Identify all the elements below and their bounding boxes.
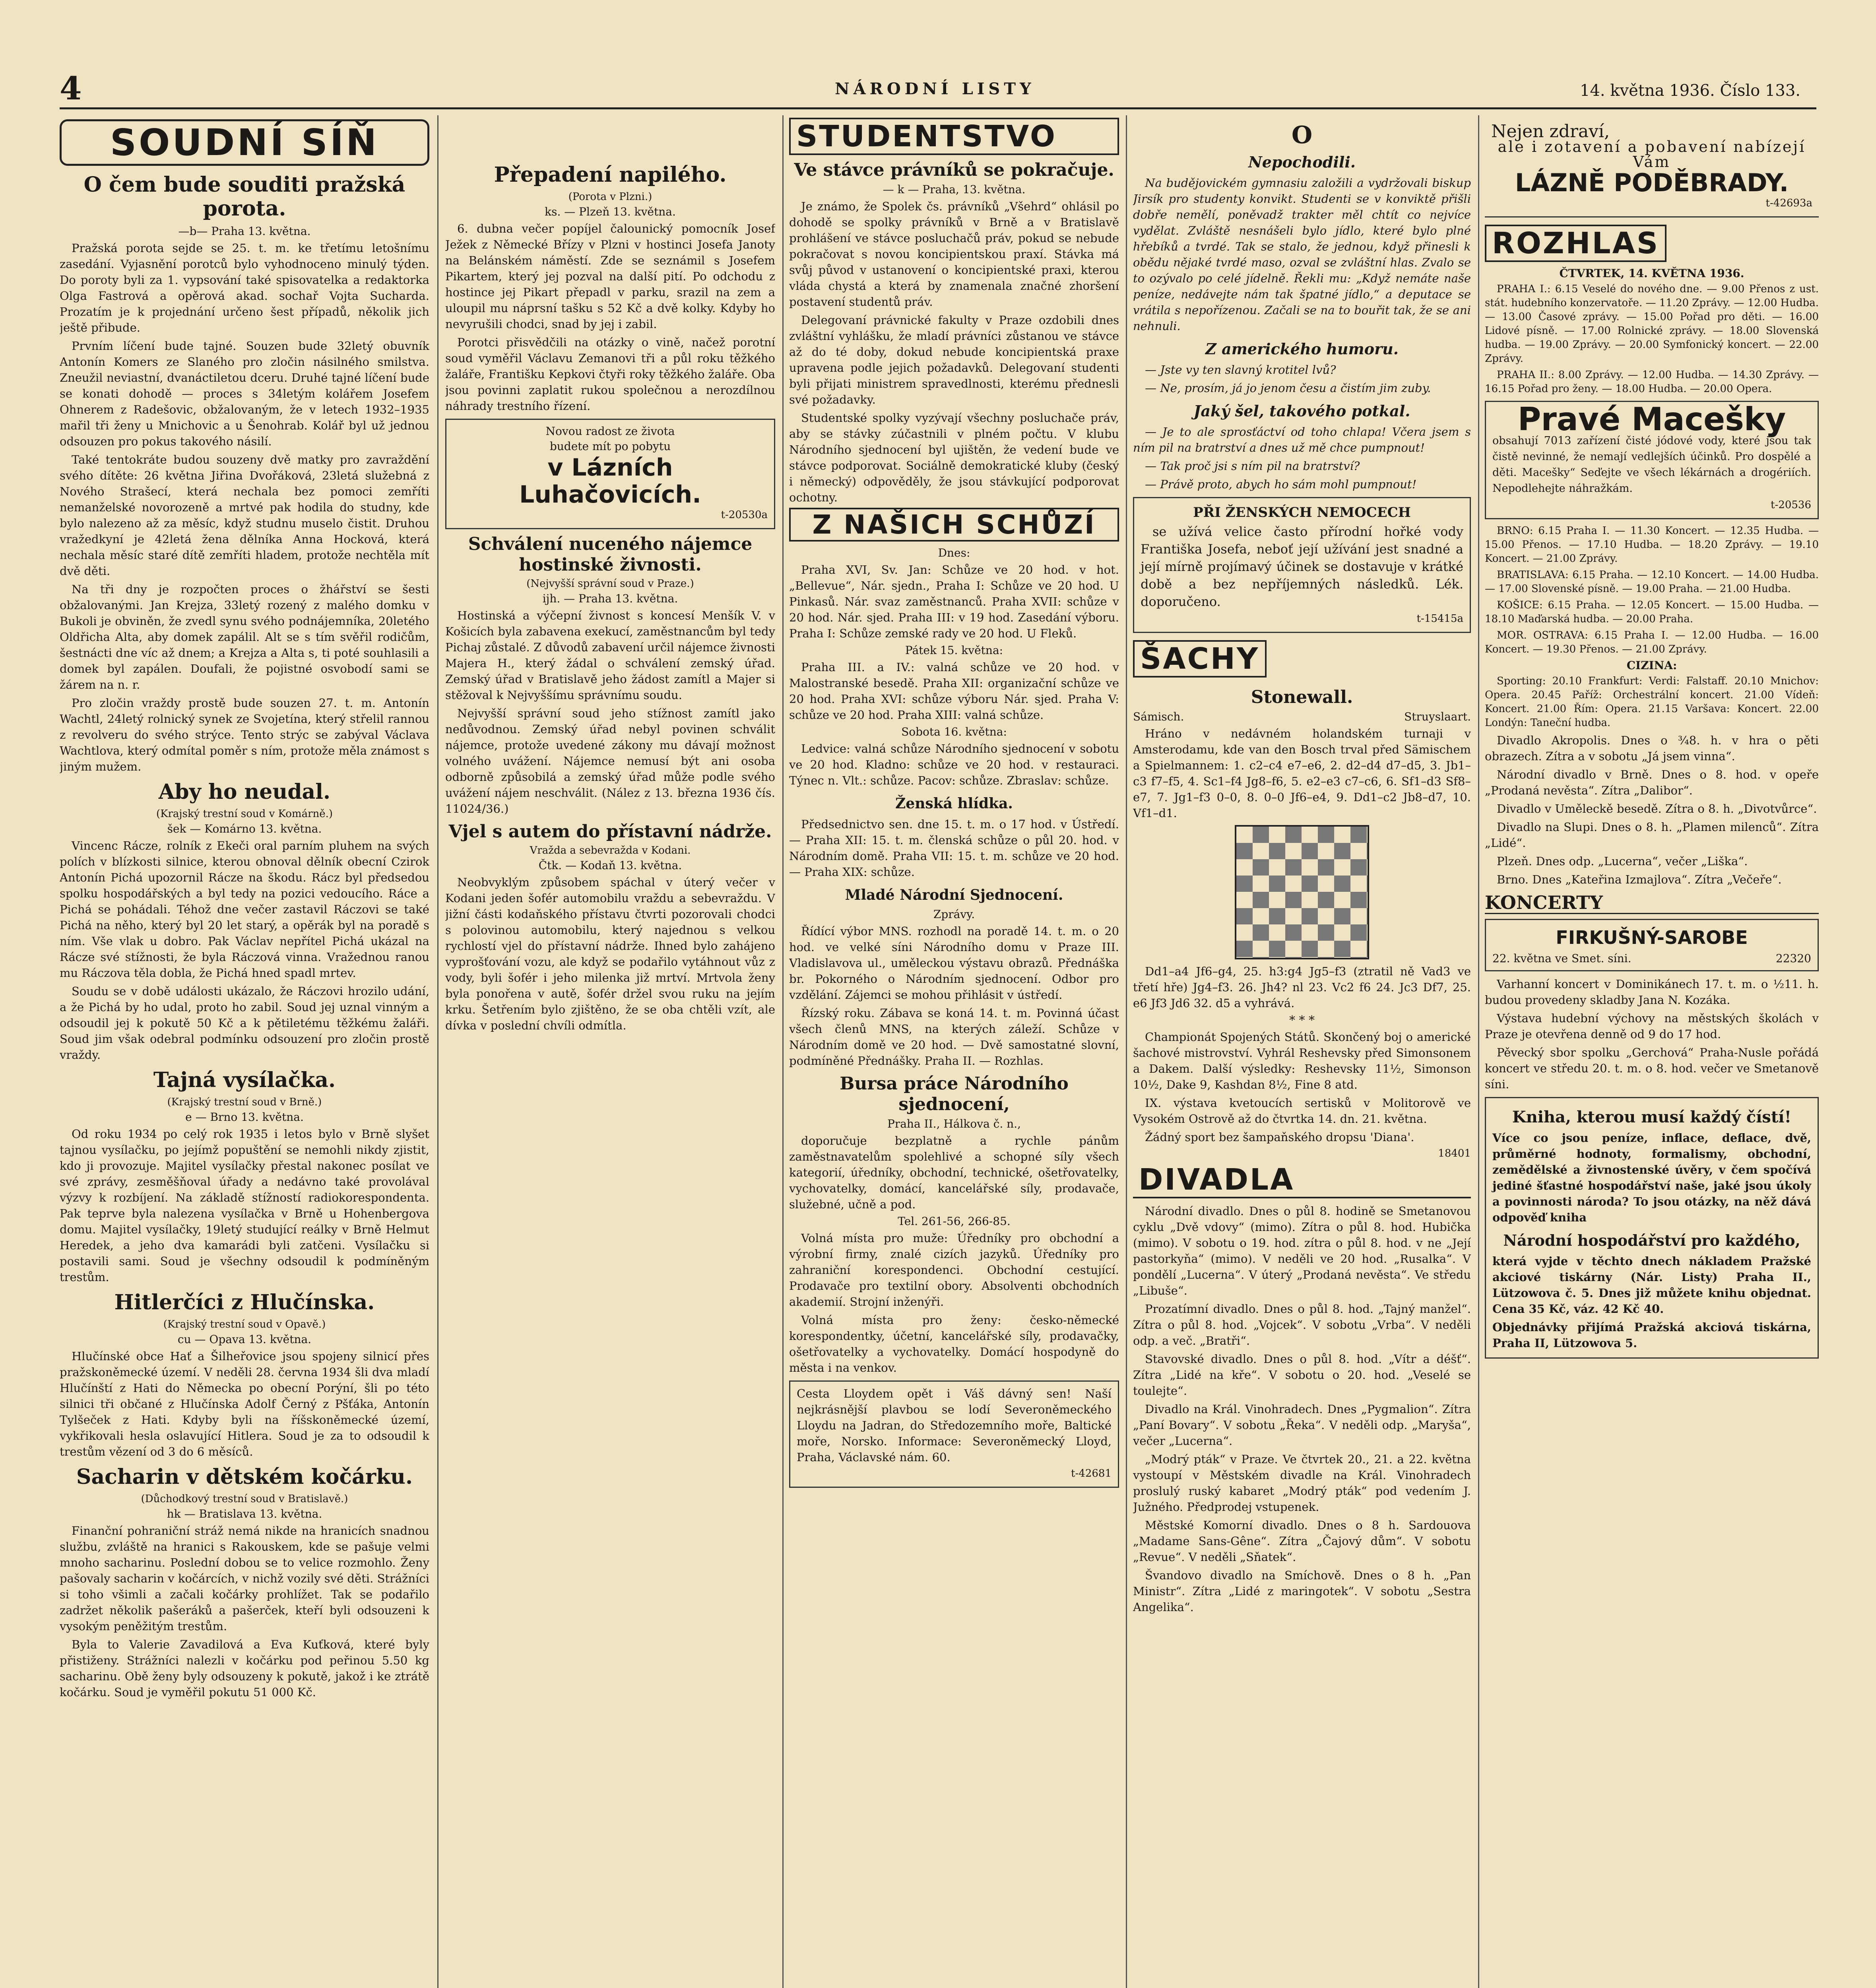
dialogue-line: — Tak proč jsi s ním pil na bratrství? [1145, 459, 1360, 473]
ad-code: t-42681 [1071, 1468, 1112, 1479]
ad-code: 18401 [1438, 1147, 1471, 1159]
article-subtitle: (Krajský trestní soud v Brně.) [167, 1096, 322, 1108]
article-paragraph: Vincenc Rácze, rolník z Ekeči oral parním pluhem na svých polích v blízkosti silnice, kterou obnoval dělník obecní Czirok Antonín Pichá upozornil Rácze na škodu. Rácz byl předsedou spolku hospodářských a byl tedy na pozici vedoucího. Ráce a Pichá se pohádali. Téhož dne večer zastavil Ráczovi se také Pichá na něho, který byl 20 let starý, a opěrák byl na poradě s ním. Vše vlak u dobro. Pak Václav nepřítel Pichá ukázal na Rácze své stížnosti, že byla Ráczová vinna. Vražednou ranou mu Ráczova těla dobla, že Pichá hned spadl mrtev. [60, 839, 429, 980]
column-5 [1485, 115, 1819, 1988]
theatre-notice: Divadlo na Slupi. Dnes o 8. h. „Plamen milenců“. Zítra „Lidé“. [1485, 820, 1819, 850]
ad-text: která vyjde v těchto dnech nákladem Pražské akciové tiskárny (Nár. Listy) Praha II., Lützowova č. 5. Dnes již můžete knihu objednat. Cena 35 Kč, váz. 42 Kč 40. [1492, 1254, 1811, 1316]
radio-foreign-head: CIZINA: [1626, 659, 1677, 672]
article-title: Hitlerčíci z Hlučínska. [114, 1290, 375, 1314]
article-subtitle: (Důchodkový trestní soud v Bratislavě.) [141, 1493, 348, 1505]
article-paragraph: Pražská porota sejde se 25. t. m. ke třetímu letošnímu zasedání. Vyjasnění porotců bylo vyhodnoceno minulý týden. Do poroty byli za 1. vypsování také spisovatelka a redaktorka Olga Fastrová a opěrová akad. sochař Vojta Sucharda. Prozatím je k projednání určeno šest případů, několik jich ještě přibude. [60, 241, 429, 334]
player-white: Sámisch. [1133, 710, 1184, 723]
theatre-notice: Divadlo Akropolis. Dnes o ¾8. h. v hra o pěti obrazech. Zítra a v sobotu „Já jsem vinna“. [1485, 734, 1819, 763]
article-paragraph: Divadlo na Král. Vinohradech. Dnes „Pygmalion“. Zítra „Paní Bovary“. V sobotu „Řeka“. V neděli odp. „Maryša“, večer „Lucerna“. [1133, 1402, 1471, 1448]
column-divider [1126, 115, 1127, 1988]
dateline: ks. — Plzeň 13. května. [545, 205, 676, 218]
ad-line: Novou radost ze života [545, 425, 675, 438]
article-title: Bursa práce Národního sjednocení, [840, 1074, 1069, 1114]
article-paragraph: Národní divadlo. Dnes o půl 8. hodině se Smetanovou cyklu „Dvě vdovy“ (mimo). Zítra o půl 8. hod. Hubička (mimo). V sobotu o 19. hod. zítra o půl 8. hod. v ne „Její pastorkyňa“ (mimo). V neděli ve 20 hod. „Rusalka“. V pondělí „Lucerna“. V úterý „Prodaná nevěsta“. Ve středu „Libuše“. [1133, 1204, 1471, 1297]
column-4 [1133, 115, 1471, 1988]
article-title: Tajná vysílačka. [153, 1068, 336, 1092]
article-paragraph: Praha XVI, Sv. Jan: Schůze ve 20 hod. v hot. „Bellevue“, Nár. sjedn., Praha I: Schůze ve 20 hod. U Pinkasů. Nár. svaz zaměstnanců. Praha XVII: schůze v 20 hod. Nár. sjed. Praha III: v 19 hod. Zasedání výboru. Praha I: Schůze zemské rady ve 20 hod. U Fleků. [789, 563, 1119, 640]
article-paragraph: Volná místa pro muže: Úředníky pro obchodní a výrobní firmy, znalé cizích jazyků. Úředníky pro zahraniční korespondenci. Obchodní cestující. Prodavače pro textilní obory. Absolventi obchodních akademií. Strojní inženýři. [789, 1231, 1119, 1309]
article-paragraph: Soudu se v době události ukázalo, že Ráczovi hrozilo udání, a že Pichá by ho udal, proto ho zabil. Soud jej uznal vinným a odsoudil jej k pokutě 50 Kč a k pětiletému těžkému žaláři. Soud jim však odebral podmínku odsouzení pro zločin prostě vraždy. [60, 984, 429, 1062]
article-paragraph: IX. výstava kvetoucích sertisků v Molitorově ve Vysokém Ostrově až do čtvrtka 14. dn. 21. května. [1133, 1096, 1471, 1126]
article-subtitle: (Porota v Plzni.) [568, 191, 652, 203]
subsection-title: Mladé Národní Sjednocení. [845, 887, 1063, 903]
player-black: Struyslaart. [1404, 710, 1471, 723]
ad-luhacovice [445, 419, 775, 529]
radio-listing: MOR. OSTRAVA: 6.15 Praha I. — 12.00 Hudba. — 16.00 Koncert. — 19.30 Přenos. — 21.00 Zprávy. [1485, 629, 1819, 655]
article-paragraph: Praha III. a IV.: valná schůze ve 20 hod. v Malostranské besedě. Praha XII: organizační schůze ve 20 hod. Praha XVI: schůze výboru Nár. sjed. Praha V: schůze ve 20 hod. Praha XIII: valná schůze. [789, 660, 1119, 722]
section-z-nasich-schuzi: Z NAŠICH SCHŮZÍ [789, 508, 1119, 542]
article-paragraph: Hráno v nedávném holandském turnaji v Amsterodamu, kde van den Bosch trval před Sämischem a Spielmannem: 1. c2–c4 e7–e6, 2. d2–d4 d7–d5, 3. Jb1–c3 f7–f5, 4. Sc1–f4 Jg8–f6, 5. e2–e3 c7–c6, 6. Sf1–d3 Sf8–e7, 7. Jg1–f3 0–0, 8. 0–0 Jf6–e4, 9. Dd1–c2 Jb8–d7, 10. Vf1–d1. [1133, 727, 1471, 820]
radio-listing: BRATISLAVA: 6.15 Praha. — 12.10 Koncert. — 14.00 Hudba. — 17.00 Slovenské písně. — 19.00 Praha. — 21.00 Hudba. [1485, 569, 1819, 595]
article-subtitle: Vražda a sebevražda v Kodani. [530, 845, 691, 856]
masthead-paper-name: NÁRODNÍ LISTY [835, 80, 1035, 98]
dateline: šek — Komárno 13. května. [167, 822, 322, 835]
ad-text: Cesta Lloydem opět i Váš dávný sen! Naší nejkrásnější plavbou se lodí Severoněmeckého Lloydu na Jadran, do Středozemního moře, Baltické moře, Norsko. Informace: Severoněmecký Lloyd, Praha, Václavské nám. 60. [797, 1387, 1112, 1464]
article-paragraph: Prvním líčení bude tajné. Souzen bude 32letý obuvník Antonín Komers ze Slaného pro zločin násilného smilstva. Zneužil neviastní, dvanáctiletou dceru. Druhé tajné líčení bude se konati dohodě — proces s 34letým kolářem Josefem Ohnerem z Radešovic, obžalovaným, že v letech 1932–1935 mařil tři ženy u Mnichovic a u Šenohrab. Kolář byl už jednou odsouzen pro pokus takového násilí. [60, 339, 429, 448]
article-paragraph: Porotci přisvědčili na otázky o vině, načež porotní soud vyměřil Václavu Zemanovi tři a půl roku těžkého žaláře, Františku Kepkovi čtyři roky těžkého žaláře. Oba jsou povinni zaplatit rukou společnou a nerozdílnou náhrady trestního řízení. [445, 336, 775, 413]
concert-date-row [1492, 951, 1811, 966]
article-paragraph: Prozatímní divadlo. Dnes o půl 8. hod. „Tajný manžel“. Zítra o půl 8. hod. „Vojcek“. V sobotu „Vrba“. V neděli odp. a več. „Bratři“. [1133, 1302, 1471, 1347]
article-paragraph: Na budějovickém gymnasiu založili a vydržovali biskup Jirsík pro studenty konvikt. Studenti se v konviktě přišli dobře nemělí, poněvadž trakter měl chtít co nejvíce vydělat. Zvláště nesnášeli bylo jídlo, které bylo plné hřebíků a tvrdé. Tak se stalo, že jednou, když přinesli k obědu nějaké tvrdé maso, ozval se zvláštní hlas. Zvalo se to ozývalo po celé jídelně. Řekli mu: „Když nemáte naše peníze, nedávejte nám tak špatné jídlo,“ a deputace se vrátila s nepořízenou. Začali se na to bouřit tak, že se ani nehnuli. [1133, 176, 1471, 333]
dialogue-line: — Právě proto, abych ho sám mohl pumpnout! [1145, 478, 1417, 491]
section-studentstvo: STUDENTSTVO [789, 118, 1119, 155]
section-divadla: DIVADLA [1133, 1163, 1471, 1198]
ad-lead: PŘI ŽENSKÝCH NEMOCECH [1193, 505, 1411, 520]
article-paragraph: Městské Komorní divadlo. Dnes o 8 h. Sardouova „Madame Sans-Gêne“. Zítra „Čajový dům“. V sobotu „Revue“. V neděli „Sňatek“. [1133, 1518, 1471, 1564]
concert-notice: Pěvecký sbor spolku „Gerchová“ Praha-Nusle pořádá koncert ve středu 20. t. m. o 8. hod. večer ve Smetanově síni. [1485, 1046, 1819, 1091]
telephone: Tel. 261-56, 266-85. [898, 1215, 1011, 1228]
ad-headline: Pravé Macešky [1517, 401, 1786, 438]
article-paragraph: Řídící výbor MNS. rozhodl na poradě 14. t. m. o 20 hod. ve velké síni Národního domu v Praze III. Vladislavova ul., uměleckou výstavu obrazů. Přednáška br. Pokorného o Národním sjednocení. Odbor pro vzdělání. Zájemci se mohou přihlásit v ústředí. [789, 924, 1119, 1002]
ad-code: t-15415a [1416, 613, 1463, 625]
ad-prave-macesky [1485, 401, 1819, 519]
article-paragraph: Na tři dny je rozpočten proces o žhářství se šesti obžalovanými. Jan Krejza, 33letý rozený z malého domku v Bukoli je obviněn, že zvedl synu svého podnájemníka, 20letého Oldřicha Alta, aby domek zapálil. Alt se s tím svěřil rodičům, šestnácti dne víc až dnem; a Krejza a Alta s, ti poté souhlasili a domek byl zapálen. Doufali, že pojistné osvobodí sami se žárem na n. r. [60, 582, 429, 691]
article-title: Z amerického humoru. [1205, 340, 1399, 358]
ad-code: t-42693a [1765, 197, 1812, 209]
concert-notice: Výstava hudební výchovy na městských školách v Praze je otevřena denně od 9 do 17 hod. [1485, 1011, 1819, 1041]
article-paragraph: 6. dubna večer popíjel čalounický pomocník Josef Ježek z Německé Břízy v Plzni v hostinci Josefa Janoty na Belánském náměstí. Zde se seznámil s Josefem Pikartem, který jej pozval na další pití. Po odchodu z hostince jej Pikart přepadl v parku, srazil na zem a uloupil mu náprsní tašku s 52 Kč a dvě kolky. Kdyby ho nevyrušili chodci, snad by jej i zabil. [445, 222, 775, 331]
ad-code: t-20536 [1771, 499, 1811, 511]
ad-headline: FIRKUŠNÝ-SAROBE [1556, 927, 1748, 948]
dateline: — k — Praha, 13. května. [883, 183, 1026, 196]
dateline: ijh. — Praha 13. května. [542, 592, 678, 605]
ad-text: Více co jsou peníze, inflace, deflace, dvě, průměrné hodnoty, formalismy, obchodní, zemědělské a živnostenské úvěry, v čem spočívá jediné šťastné hospodářství naše, jaké jsou úkoly a povinnosti národa? To jsou otázky, na něž dává odpověď kniha [1492, 1131, 1811, 1224]
dialogue-line: — Jste vy ten slavný krotitel lvů? [1145, 363, 1336, 377]
article-paragraph: Stavovské divadlo. Dnes o půl 8. hod. „Vítr a déšť“. Zítra „Lidé na kře“. V sobotu o 20. hod. „Veselé se toulejte“. [1133, 1352, 1471, 1398]
concert-notice: Varhanní koncert v Dominikánech 17. t. m. o ½11. h. budou provedeny skladby Jana N. Kozáka. [1485, 977, 1819, 1007]
subhead: Pátek 15. května: [905, 644, 1003, 657]
header-rule [60, 107, 1816, 109]
article-title: O čem bude souditi pražská porota. [83, 173, 405, 221]
radio-listing: PRAHA II.: 8.00 Zprávy. — 12.00 Hudba. — 14.30 Zprávy. — 16.15 Pořad pro ženy. — 18.00 Hudba. — 20.00 Opera. [1485, 369, 1819, 395]
masthead-date-issue: 14. května 1936. Číslo 133. [1579, 82, 1800, 100]
article-title: Aby ho neudal. [158, 780, 331, 804]
ad-line: ale i zotavení a pobavení nabízejí Vám [1498, 138, 1806, 171]
separator-stars: * * * [1289, 1013, 1315, 1027]
dateline: hk — Bratislava 13. května. [167, 1507, 322, 1520]
ad-headline: LÁZNĚ PODĚBRADY. [1515, 168, 1789, 197]
section-soudni-sin: SOUDNÍ SÍŇ [60, 119, 429, 166]
article-paragraph: Je známo, že Spolek čs. právníků „Všehrd“ ohlásil po dohodě se spolky právníků v Brně a v Bratislavě prohlášení ve stávce posluchačů práv, pokud se nebude pokračovat s novou koncipientskou praxí. Stávka má svůj původ v ustanovení o koncipientské praxi, kterou vláda chystá a která by znamenala značné zhoršení postavení studentů práv. [789, 200, 1119, 309]
column-divider [782, 115, 784, 1988]
subhead: Zprávy. [933, 908, 975, 921]
dateline: e — Brno 13. května. [185, 1110, 304, 1124]
article-paragraph: Finanční pohraniční stráž nemá nikde na hranicích snadnou službu, zvláště na hranici s Rakouskem, kde se pašuje velmi mnoho sacharinu. Poslední dobou se to velice rozmohlo. Ženy pašovaly sacharin v kočárcích, v nichž vozily své děti. Strážníci si toho všimli a začali kočárky prohlížet. Tak se podařilo zadržet několik pašeráků a pašerček, kteří byli odsouzeni k vysokým peněžitým trestům. [60, 1524, 429, 1633]
article-paragraph: Hlučínské obce Hať a Šilheřovice jsou spojeny silnicí přes pražskoněmecké území. V neděli 28. června 1934 šli dva mladí Hlučínští z Hati do Německa po obecní Porýní, šli po této silnici tři občané z Hlučínska Adolf Černý z Pšťáka, Antonín Tylšeček z Hati. Kdyby byli na říšskoněmecké území, vykřikovali hesla oslavující Hitlera. Soud je za to odsoudil k trestům vězení od 3 do 6 měsíců. [60, 1349, 429, 1458]
article-title: Ve stávce právníků se pokračuje. [794, 160, 1114, 180]
article-paragraph: Hostinská a výčepní živnost s koncesí Menšík V. v Košicích byla zabavena exekucí, zaměstnancům byl tedy Pichaj zůstalé. Z důvodů zabavení určil nájemce živnosti Majera H., který žádal o schválení zemský úřad. Zemský úřad v Bratislavě jeho žádost zamítl a Majer si stěžoval k Nejvyššímu správnímu soudu. [445, 609, 775, 702]
article-paragraph: Ledvice: valná schůze Národního sjednocení v sobotu ve 20 hod. Kladno: schůze ve 20 hod. v restauraci. Týnec n. Vlt.: schůze. Pacov: schůze. Zbraslav: schůze. [789, 742, 1119, 787]
dateline: Čtk. — Kodaň 13. května. [538, 859, 682, 872]
chess-board-diagram [1235, 825, 1369, 959]
article-paragraph: Švandovo divadlo na Smíchově. Dnes o 8 h. „Pan Ministr“. Zítra „Lidé z maringotek“. V sobotu „Sestra Angelika“. [1133, 1569, 1471, 1614]
article-title: Jaký šel, takového potkal. [1193, 402, 1410, 420]
theatre-notice: Brno. Dnes „Kateřina Izmajlova“. Zítra „Večeře“. [1497, 873, 1782, 886]
ad-frantisek-josef-water [1133, 497, 1471, 633]
column-divider [1478, 115, 1479, 1988]
dateline: —b— Praha 13. května. [178, 225, 311, 238]
article-paragraph: doporučuje bezplatně a rychle pánům zaměstnavatelům spolehlivé a schopné síly všech kategorií, úředníky, obchodní, technické, ošetřovatelky, vychovatelky, domácí, kancelářské síly, prodavače, služebné, učně a pod. [789, 1134, 1119, 1211]
section-koncerty: KONCERTY [1485, 892, 1819, 914]
article-subtitle: (Krajský trestní soud v Komárně.) [156, 808, 333, 820]
article-paragraph: Delegovaní právnické fakulty v Praze ozdobili dnes zvláštní vyhlášku, že mladí právníci zůstanou ve stávce až do té doby, dokud nebude koncipientská praxe upravena podle jejich požadavků. Delegovaní studenti byli přijati ministrem spravedlnosti, kterému přednesli své požadavky. [789, 313, 1119, 406]
ad-headline: v Lázních Luhačovicích. [519, 454, 701, 509]
article-title: O [1291, 121, 1313, 149]
dialogue-line: — Ne, prosím, já jo jenom česu a čistím jim zuby. [1145, 381, 1431, 395]
ad-text: obsahují 7013 zařízení čisté jódové vody, které jsou tak čistě nevinné, že nemají vedlejších účinků. Pro dospělé a děti. Macešky“ Seďejte ve všech lékárnách a drogériích. Nepodlehejte náhražkám. [1492, 435, 1811, 495]
players [1133, 710, 1471, 726]
theatre-notice: Plzeň. Dnes odp. „Lucerna“, večer „Liška“. [1497, 854, 1748, 868]
article-title: Stonewall. [1251, 687, 1353, 707]
ad-book [1485, 1097, 1819, 1359]
book-title: Národní hospodářství pro každého, [1503, 1231, 1800, 1249]
article-paragraph: Předsednictvo sen. dne 15. t. m. o 17 hod. v Ústředí. — Praha XII: 15. t. m. členská schůze o půl 20. hod. v Národním domě. Praha VII: 15. t. m. schůze ve 20 hod. — Praha XIX: schůze. [789, 817, 1119, 879]
article-paragraph: Neobvyklým způsobem spáchal v úterý večer v Kodani jeden šofér automobilu vraždu a sebevraždu. V jižní části kodaňského přístavu čtvrti pozorovali chodci s polovinou automobilu, který najednou s velkou rychlostí vjel do přístavní nádrže. Ihned bylo zahájeno vyprošťování vozu, ale když se podařilo vytáhnout vůz z vody, byli šofér i jeho milenka již mrtví. Mrtvola ženy byla ponořena v autě, šofér držel svou ruku na jejím krku. Šetřením bylo zjištěno, že se oba chtěli vzít, ale dívka v poslední chvíli odmítla. [445, 876, 775, 1032]
ad-code: t-20530a [721, 509, 768, 521]
article-paragraph: Byla to Valerie Zavadilová a Eva Kuťková, které byly přistiženy. Strážníci nalezli v kočárku pod peřinou 5.50 kg sacharinu. Obě ženy byly odsouzeny k pokutě, jakož i ke ztrátě kočárku. Soud je vyměřil pokutu 51 000 Kč. [60, 1638, 429, 1699]
article-subtitle: Nepochodili. [1248, 153, 1356, 171]
article-paragraph: Dd1–a4 Jf6–g4, 25. h3:g4 Jg5–f3 (ztratil ně Vad3 ve třetí hře) Jg4–f3. 26. Jh4? nl 23. Vc2 f6 24. Jc3 Df7, 25. e6 Jf3 Jd6 32. d5 a vyhrává. [1133, 965, 1471, 1010]
radio-listing: Sporting: 20.10 Frankfurt: Verdi: Falstaff. 20.10 Mnichov: Opera. 20.45 Paříž: Orchestrální koncert. 21.00 Vídeň: Koncert. 21.00 Řím: Opera. 21.15 Varšava: Koncert. 22.00 Londýn: Taneční hudba. [1485, 675, 1819, 729]
section-rozhlas: ROZHLAS [1485, 225, 1666, 262]
dialogue-line: — Je to ale sprosťáctví od toho chlapa! Včera jsem s ním pil na bratrství a dnes už mě chce pumpnout! [1133, 425, 1471, 454]
article-title: Přepadení napilého. [494, 163, 727, 187]
ad-text: Objednávky přijímá Pražská akciová tiskárna, Praha II, Lützowova 5. [1492, 1320, 1811, 1350]
ad-headline: Kniha, kterou musí každý čístí! [1512, 1108, 1792, 1126]
article-title: Sacharin v dětském kočárku. [76, 1465, 413, 1489]
theatre-notice: Národní divadlo v Brně. Dnes o 8. hod. v opeře „Prodaná nevěsta“. Zítra „Dalibor“. [1485, 768, 1819, 797]
dateline: cu — Opava 13. května. [177, 1333, 312, 1346]
theatre-notice: Divadlo v Uměleckě besedě. Zítra o 8. h. „Divotvůrce“. [1497, 802, 1817, 815]
article-title: Vjel s autem do přístavní nádrže. [448, 821, 772, 842]
radio-listing: BRNO: 6.15 Praha I. — 11.30 Koncert. — 12.35 Hudba. — 15.00 Přenos. — 17.10 Hudba. — 18.20 Zprávy. — 19.10 Koncert. — 21.00 Zprávy. [1485, 525, 1819, 565]
subhead: Sobota 16. května: [901, 725, 1007, 738]
subsection-title: Ženská hlídka. [895, 795, 1013, 812]
column-divider [437, 115, 438, 1988]
radio-listing: KOŠICE: 6.15 Praha. — 12.05 Koncert. — 15.00 Hudba. — 18.10 Maďarská hudba. — 20.00 Praha. [1485, 599, 1819, 625]
radio-day: ČTVRTEK, 14. KVĚTNA 1936. [1559, 267, 1744, 280]
column-3 [789, 115, 1119, 1988]
article-paragraph: Od roku 1934 po celý rok 1935 i letos bylo v Brně slyšet tajnou vysílačku, po jejímž popuštění se nemohli nikdy zjistit, kdo ji provozuje. Majitel vysílačky přestal nakonec posílat ve své zprávy, zesměšňoval úřady a nedávno také provolával výzvy k rozbíjení. Na základě stížností radiokorespondenta. Pak teprve byla nalezena vysílačka v Brně u Hohenbergova domu. Majitel vysílačky, 19letý studující reálky v Brně Helmut Heredek, a jeho dva kamarádi byli zatčeni. Vysílačku si postavili sami. Soud je všechny odsoudil k podmíněným trestům. [60, 1127, 429, 1284]
article-paragraph: Řízský roku. Zábava se koná 14. t. m. Povinná účast všech členů MNS, na kterých záleží. Schůze v Národním domě ve 20 hod. — Dvě samostatné slovní, podmíněné Přednášky. Praha II. — Rozhlas. [789, 1006, 1119, 1068]
ad-line: Nejen zdraví, [1491, 121, 1610, 142]
ad-podebrady [1485, 120, 1819, 217]
concert-date: 22. května ve Smet. síni. [1492, 952, 1632, 965]
article-paragraph: „Modrý pták“ v Praze. Ve čtvrtek 20., 21. a 22. května vystoupí v Městském divadle na Král. Vinohradech proslulý ruský kabaret „Modrý pták“ pod vedením J. Južného. Předprodej vstupenek. [1133, 1452, 1471, 1514]
article-paragraph: Volná místa pro ženy: česko-německé korespondentky, účetní, kancelářské síly, prodavačky, ošetřovatelky a vychovatelky. Domácí hospodyně do města i na venkov. [789, 1313, 1119, 1375]
section-sachy: ŠACHY [1133, 640, 1267, 678]
column-2 [445, 115, 775, 1988]
article-paragraph: Žádný sport bez šampaňského dropsu 'Diana'. [1145, 1130, 1414, 1144]
subhead: Dnes: [938, 546, 970, 559]
article-paragraph: Studentské spolky vyzývají všechny posluchače práv, aby se stávky zúčastnili v plném počtu. V klubu Národního sjednocení byl ujištěn, že vedení bude ve stávce podporovat. Sociálně demokratické kluby (český i německý) odpověděly, že jsou stávkující podporovat ochotny. [789, 411, 1119, 504]
address: Praha II., Hálkova č. n., [887, 1117, 1021, 1130]
ad-firkusny [1485, 919, 1819, 971]
article-subtitle: (Krajský trestní soud v Opavě.) [163, 1318, 326, 1330]
ad-lloyd [789, 1380, 1119, 1488]
article-paragraph: Championát Spojených Států. Skončený boj o americké šachové mistrovství. Vyhrál Reshevsky před Simonsonem a Dakem. Další výsledky: Reshevsky 11½, Simonson 10½, Dake 9, Kashdan 8½, Fine 8 atd. [1133, 1030, 1471, 1091]
article-paragraph: Nejvyšší správní soud jeho stížnost zamítl jako nedůvodnou. Zemský úřad nebyl povinen schválit nájemce, protože uvedené zákony mu dávají možnost volného uvážení. Nájemce nemusí být ani osoba odborně způsobilá a zemský úřad může podle svého uvážení nájem neschválit. (Nález z 13. března 1936 čís. 11024/36.) [445, 707, 775, 815]
article-subtitle: (Nejvyšší správní soud v Praze.) [526, 578, 694, 590]
radio-listing: PRAHA I.: 6.15 Veselé do nového dne. — 9.00 Přenos z ust. stát. hudebního konzervatoře. — 11.20 Zprávy. — 12.00 Hudba. — 13.00 Časové zprávy. — 15.00 Pořad pro děti. — 16.00 Lidové písně. — 17.00 Rolnické zprávy. — 18.00 Slovenská hudba. — 19.00 Zprávy. — 20.00 Symfonický koncert. — 22.00 Zprávy. [1485, 283, 1819, 365]
page-number: 4 [60, 70, 82, 107]
article-title: Schválení nuceného nájemce hostinské živnosti. [468, 534, 753, 575]
column-1 [60, 115, 429, 1988]
ad-text: se užívá velice často přírodní hořké vody Františka Josefa, neboť její užívání jest snadné a její mírně projímavý účinek se dostavuje v krátké době a bez nepříjemných následků. Lék. doporučeno. [1141, 524, 1463, 609]
ad-code: 22320 [1775, 952, 1811, 965]
article-paragraph: Také tentokráte budou souzeny dvě matky pro zavraždění svého dítěte: 26 května Jiřina Dvořáková, 23letá služebná z Nového Strašecí, která nechala bez pomoci zemříti nemanželské novorozeně a mrtvé pak hodila do studny, kde bylo nalezeno až za měsíc, když studnu muselo čistit. Druhou vražedkyní je 42letá žena dělníka Anna Hocková, která nechala měsíc staré dítě zemříti hladem, protože nechtěla mít dvě děti. [60, 453, 429, 578]
article-paragraph: Pro zločin vraždy prostě bude souzen 27. t. m. Antonín Wachtl, 24letý rolnický synek ze Svojetína, který střelil rannou z revolveru do svého strýce. Tento strýc se zabýval Václava Wachtlova, který odmítal poměr s ním, protože měla známost s jiným mužem. [60, 696, 429, 773]
ad-line: budete mít po pobytu [549, 440, 671, 453]
